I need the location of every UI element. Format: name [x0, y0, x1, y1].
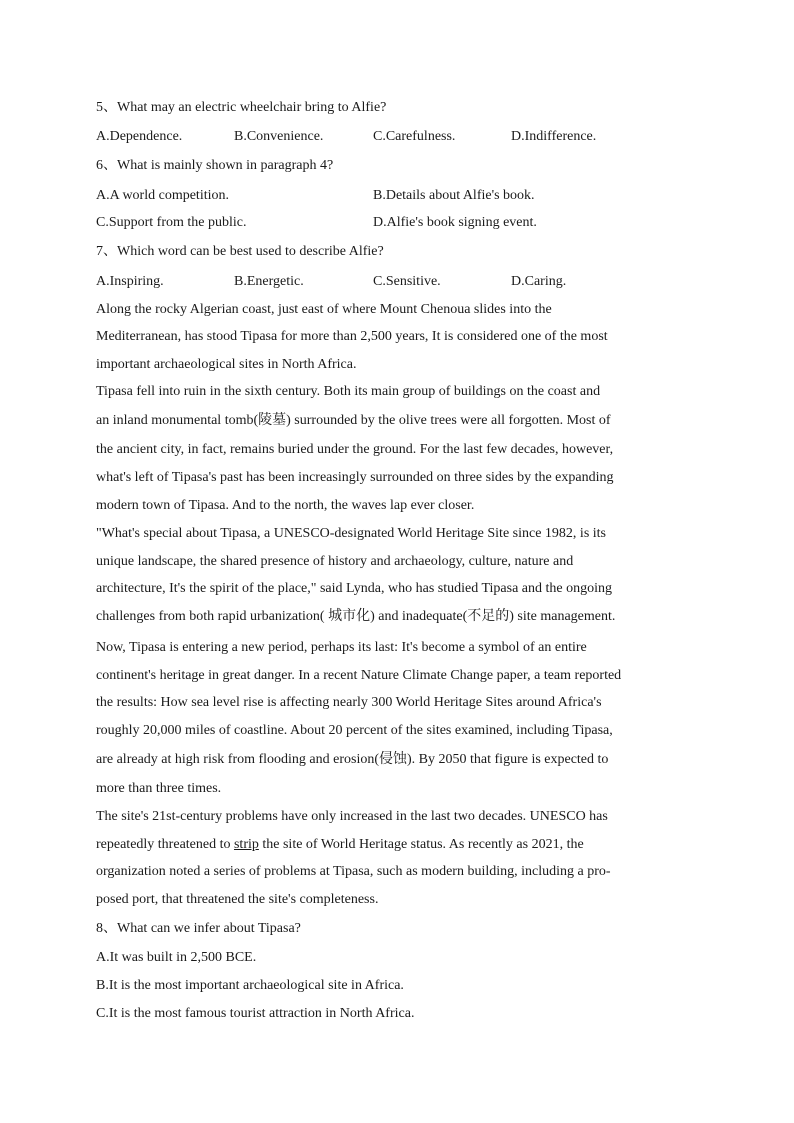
option-b: B.Convenience. — [234, 129, 324, 144]
passage-line: continent's heritage in great danger. In a recent Nature Climate Change paper, a team reported — [96, 668, 622, 683]
passage-line: "What's special about Tipasa, a UNESCO-designated World Heritage Site since 1982, is its — [96, 526, 606, 541]
passage-line: an inland monumental tomb(陵墓) surrounded by the olive trees were all forgotten. Most of — [96, 413, 611, 428]
option-d: D.Caring. — [511, 274, 567, 289]
passage-line: roughly 20,000 miles of coastline. About 20 percent of the sites examined, including Tipasa, — [96, 723, 613, 738]
passage-line: are already at high risk from flooding and erosion(侵蚀). By 2050 that figure is expected to — [96, 752, 609, 767]
passage-line: unique landscape, the shared presence of history and archaeology, culture, nature and — [96, 554, 574, 569]
passage-line: Mediterranean, has stood Tipasa for more than 2,500 years, It is considered one of the most — [96, 329, 608, 344]
option-b: B.It is the most important archaeological site in Africa. — [96, 978, 404, 993]
passage-line: more than three times. — [96, 781, 222, 796]
passage-line: challenges from both rapid urbanization( 城市化) and inadequate(不足的) site management. — [96, 609, 616, 624]
question-8-stem: 8、What can we infer about Tipasa? — [96, 921, 301, 936]
passage-line: important archaeological sites in North Africa. — [96, 357, 357, 372]
option-c: C.It is the most famous tourist attraction in North Africa. — [96, 1006, 415, 1021]
underlined-word-strip: strip — [233, 837, 259, 852]
option-b: B.Details about Alfie's book. — [373, 188, 535, 203]
option-d: D.Indifference. — [511, 129, 597, 144]
passage-line: the ancient city, in fact, remains buried under the ground. For the last few decades, however, — [96, 442, 614, 457]
passage-line: organization noted a series of problems at Tipasa, such as modern building, including a pro- — [96, 864, 611, 879]
passage-line: what's left of Tipasa's past has been increasingly surrounded on three sides by the expanding — [96, 470, 614, 485]
option-d: D.Alfie's book signing event. — [373, 215, 537, 230]
option-a: A.It was built in 2,500 BCE. — [96, 950, 257, 965]
passage-line: modern town of Tipasa. And to the north, the waves lap ever closer. — [96, 498, 475, 513]
question-6-stem: 6、What is mainly shown in paragraph 4? — [96, 158, 334, 173]
option-a: A.Inspiring. — [96, 274, 164, 289]
option-a: A.Dependence. — [96, 129, 183, 144]
passage-line: Now, Tipasa is entering a new period, perhaps its last: It's become a symbol of an entire — [96, 640, 587, 655]
passage-line: the results: How sea level rise is affecting nearly 300 World Heritage Sites around Africa's — [96, 695, 602, 710]
passage-line: Tipasa fell into ruin in the sixth century. Both its main group of buildings on the coast and — [96, 384, 601, 399]
passage-line-strip — [96, 836, 584, 854]
option-b: B.Energetic. — [234, 274, 304, 289]
option-a: A.A world competition. — [96, 188, 229, 203]
question-7-stem: 7、Which word can be best used to describe Alfie? — [96, 244, 384, 259]
strip-line-after: the site of World Heritage status. As recently as 2021, the — [258, 837, 584, 852]
strip-line-before: repeatedly threatened to — [96, 837, 234, 852]
option-c: C.Support from the public. — [96, 215, 247, 230]
passage-line: Along the rocky Algerian coast, just east of where Mount Chenoua slides into the — [96, 302, 552, 317]
passage-line: posed port, that threatened the site's completeness. — [96, 892, 379, 907]
question-5-stem: 5、What may an electric wheelchair bring to Alfie? — [96, 100, 387, 115]
passage-line: The site's 21st-century problems have only increased in the last two decades. UNESCO has — [96, 809, 608, 824]
passage-line: architecture, It's the spirit of the place," said Lynda, who has studied Tipasa and the ongoing — [96, 581, 613, 596]
option-c: C.Carefulness. — [373, 129, 456, 144]
option-c: C.Sensitive. — [373, 274, 441, 289]
